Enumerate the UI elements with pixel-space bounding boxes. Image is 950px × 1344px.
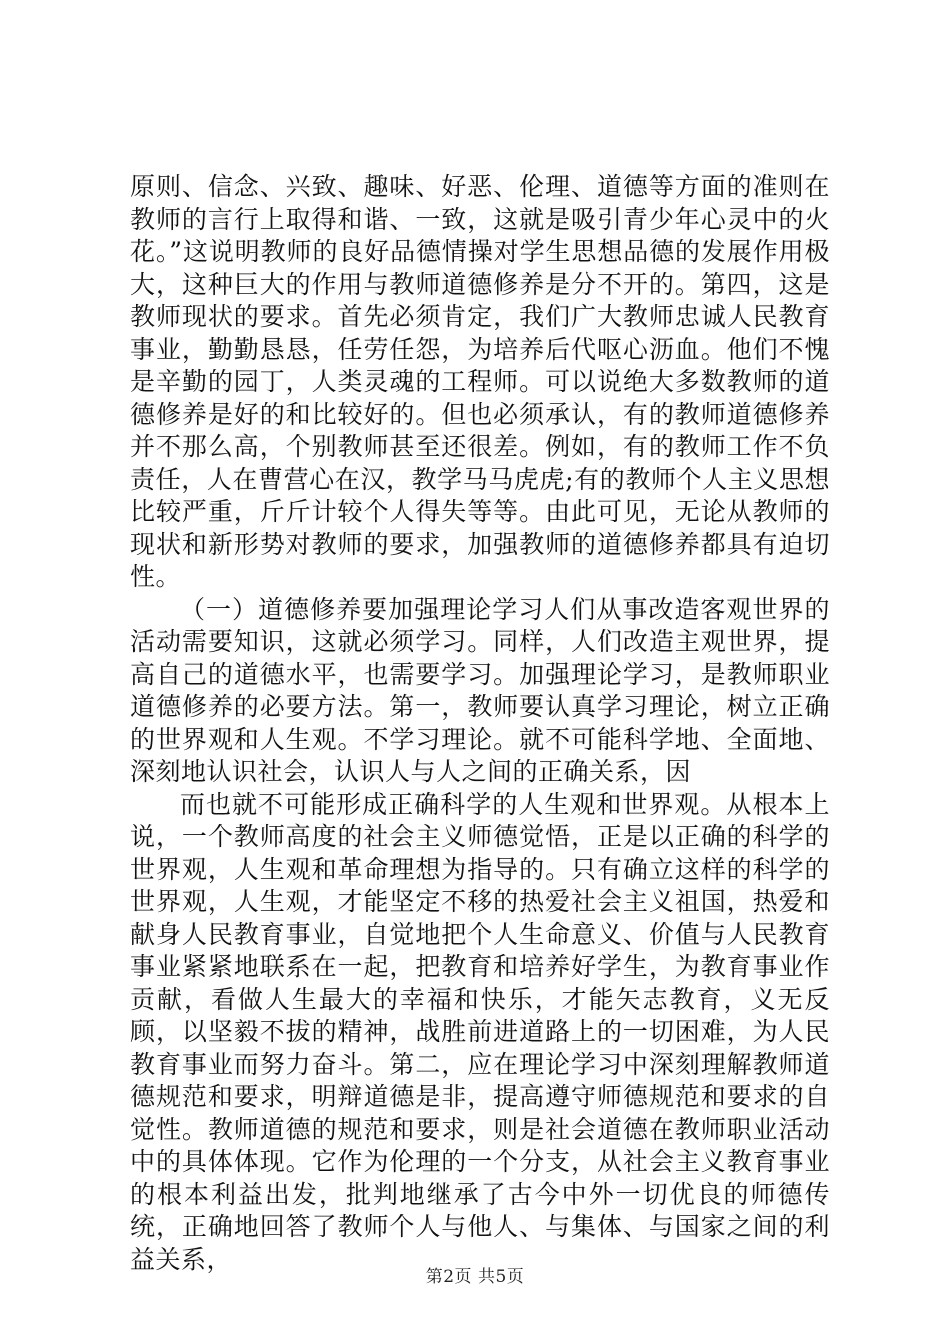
body-text bbox=[130, 171, 830, 1276]
page-number: 第2页 共5页 bbox=[425, 1267, 525, 1287]
paragraph-worldview: 而也就不可能形成正确科学的人生观和世界观。从根本上说，一个教师高度的社会主义师德觉悟，正是以正确的科学的世界观，人生观和革命理想为指导的。只有确立这样的科学的世界观，人生观，才能坚定不移的热爱社会主义祖国，热爱和献身人民教育事业，自觉地把个人生命意义、价值与人民教育事业紧紧地联系在一起，把教育和培养好学生，为教育事业作贡献，看做人生最大的幸福和快乐，才能矢志教育，义无反顾，以坚毅不拔的精神，战胜前进道路上的一切困难，为人民教育事业而努力奋斗。第二，应在理论学习中深刻理解教师道德规范和要求，明辩道德是非，提高遵守师德规范和要求的自觉性。教师道德的规范和要求，则是社会道德在教师职业活动中的具体体现。它作为伦理的一个分支，从社会主义教育事业的根本利益出发，批判地继承了古今中外一切优良的师德传统，正确地回答了教师个人与他人、与集体、与国家之间的利益关系， bbox=[130, 789, 830, 1274]
paragraph-continuation: 原则、信念、兴致、趣味、好恶、伦理、道德等方面的准则在教师的言行上取得和谐、一致，这就是吸引青少年心灵中的火花。”这说明教师的良好品德情操对学生思想品德的发展作用极大，这种巨大的作用与教师道德修养是分不开的。第四，这是教师现状的要求。首先必须肯定，我们广大教师忠诚人民教育事业，勤勤恳恳，任劳任怨，为培养后代呕心沥血。他们不愧是辛勤的园丁，人类灵魂的工程师。可以说绝大多数教师的道德修养是好的和比较好的。但也必须承认，有的教师道德修养并不那么高，个别教师甚至还很差。例如，有的教师工作不负责任，人在曹营心在汉，教学马马虎虎;有的教师个人主义思想比较严重，斤斤计较个人得失等等。由此可见，无论从教师的现状和新形势对教师的要求，加强教师的道德修养都具有迫切性。 bbox=[130, 172, 830, 591]
paragraph-section-one: （一）道德修养要加强理论学习人们从事改造客观世界的活动需要知识，这就必须学习。同样，人们改造主观世界，提高自己的道德水平，也需要学习。加强理论学习，是教师职业道德修养的必要方法。第一，教师要认真学习理论，树立正确的世界观和人生观。不学习理论。就不可能科学地、全面地、深刻地认识社会，认识人与人之间的正确关系，因 bbox=[130, 594, 830, 786]
